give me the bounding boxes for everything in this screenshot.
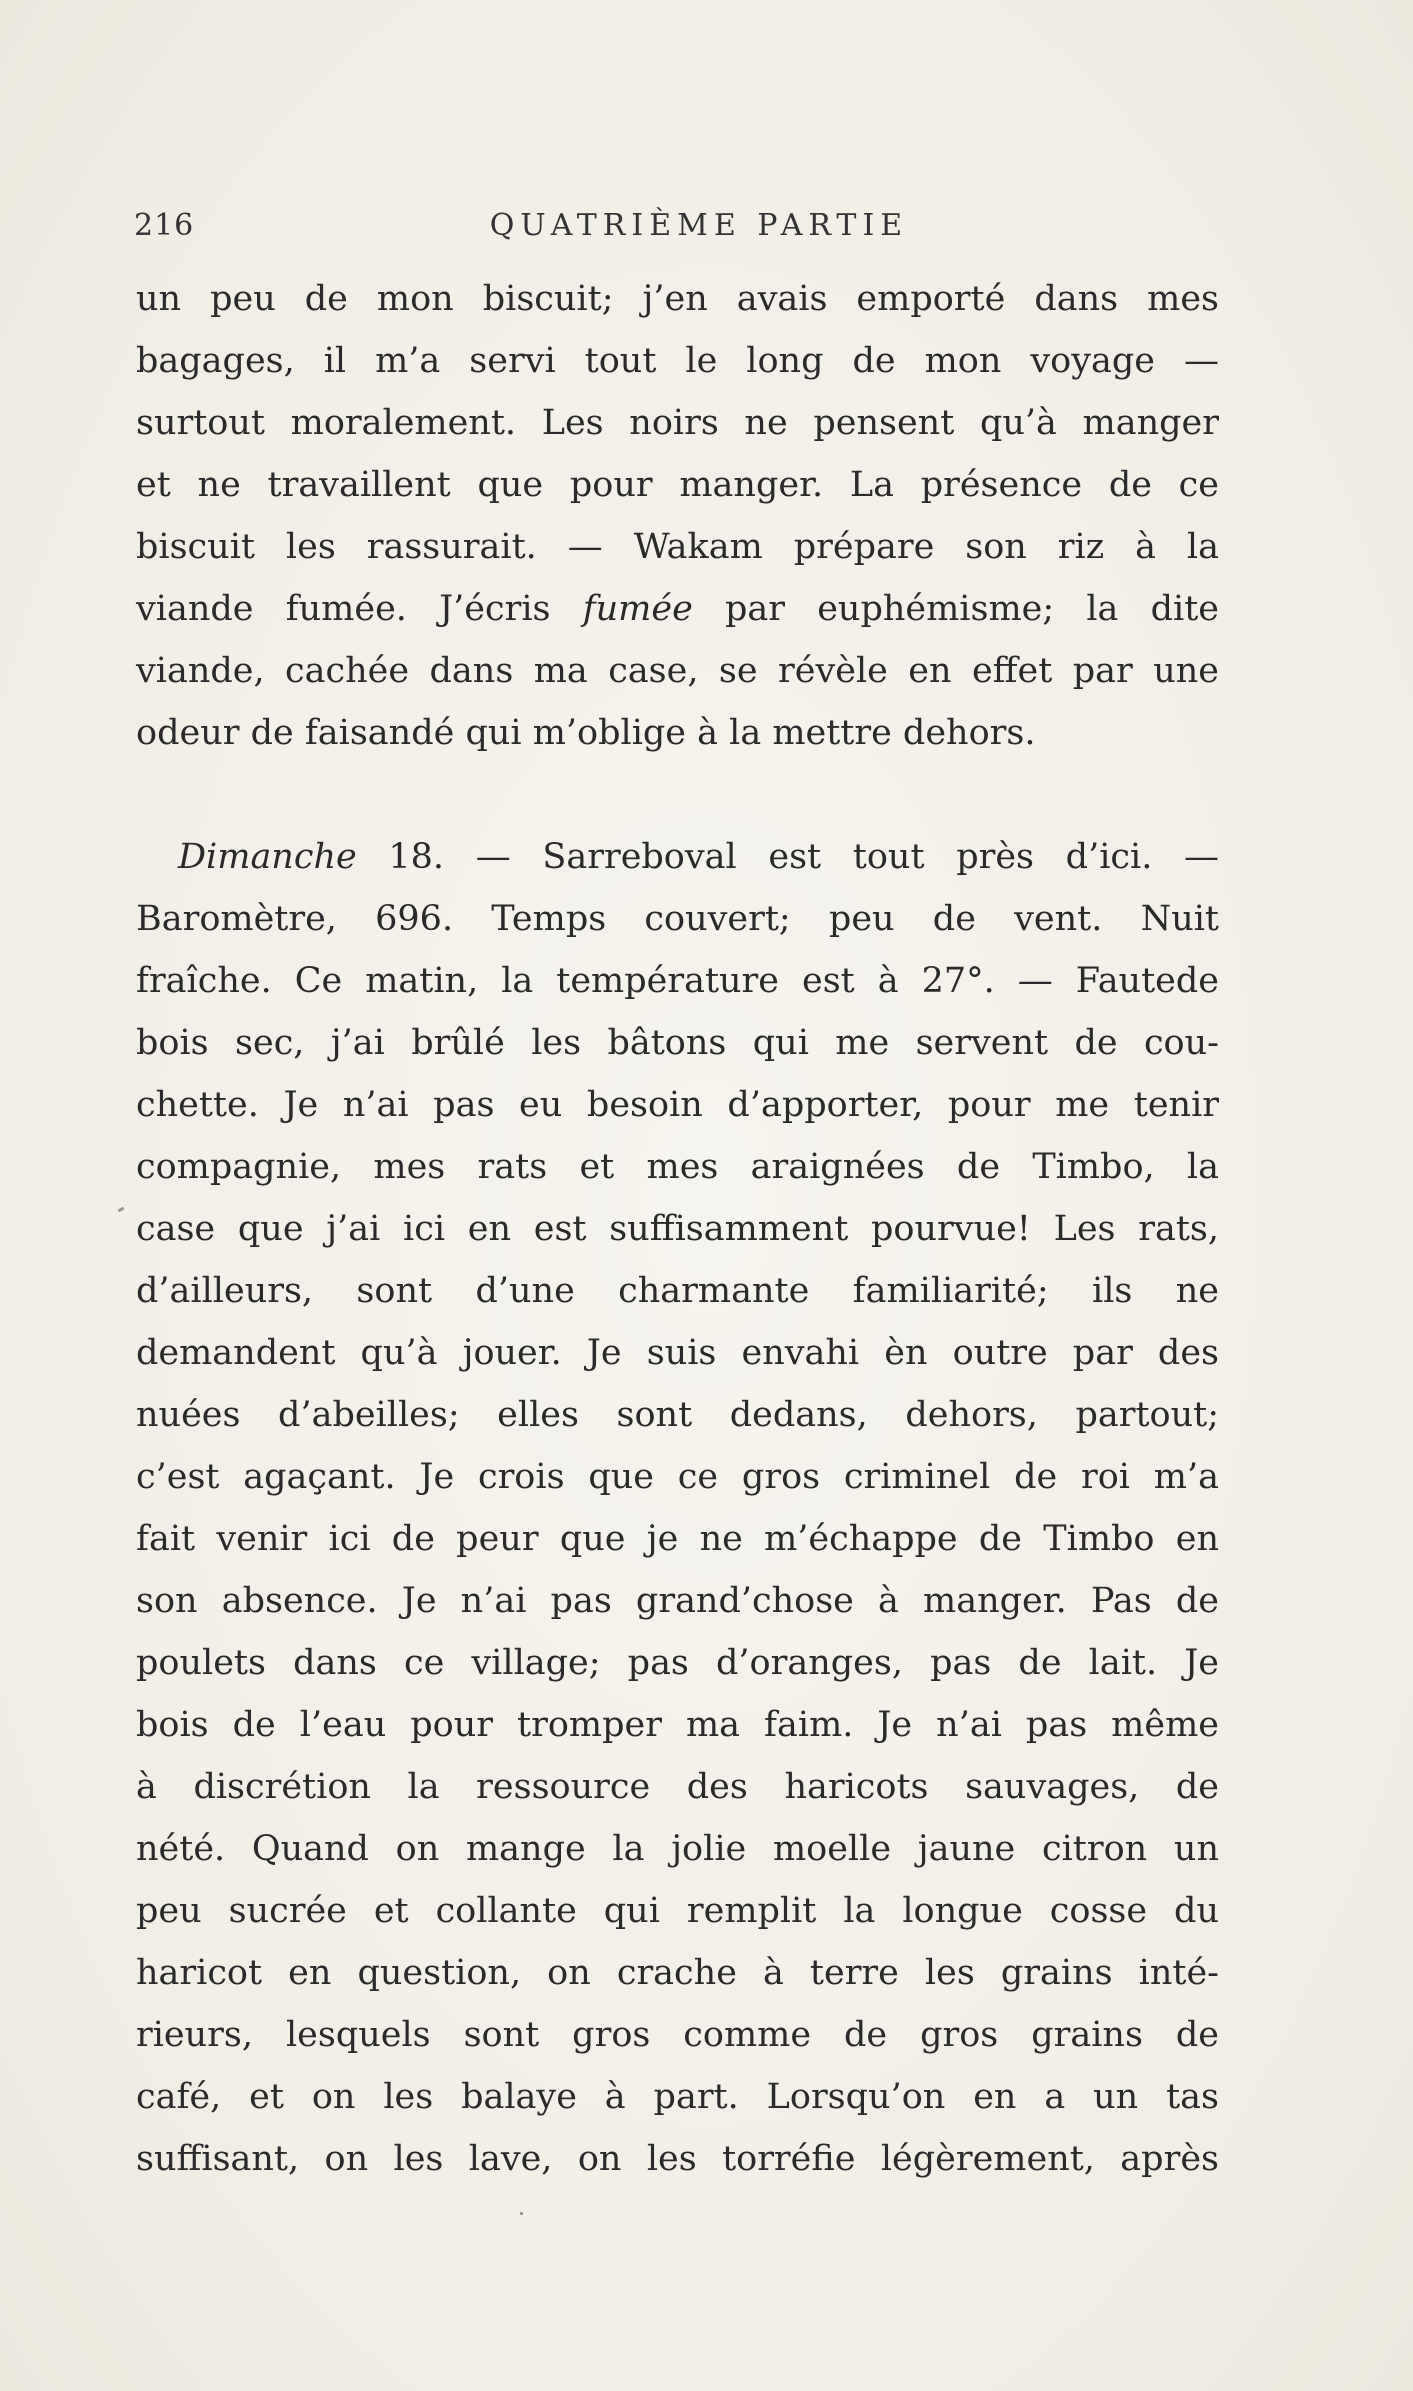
text-line: Baromètre, 696. Temps couvert; peu de vent. Nuit — [136, 899, 1219, 939]
text-line: viande, cachée dans ma case, se révèle en effet par une — [136, 651, 1219, 691]
page-number: 216 — [134, 208, 195, 243]
text-line — [136, 826, 1219, 888]
text-line: surtout moralement. Les noirs ne pensent qu’à manger — [136, 403, 1219, 443]
body-text — [136, 268, 1219, 2190]
text-line: un peu de mon biscuit; j’en avais emporté dans mes — [136, 279, 1219, 319]
text-line: suffisant, on les lave, on les torréfie légèrement, après — [136, 2139, 1219, 2179]
text-line: compagnie, mes rats et mes araignées de Timbo, la — [136, 1147, 1219, 1187]
text-line: bois de l’eau pour tromper ma faim. Je n’ai pas même — [136, 1705, 1219, 1745]
text-segment: 18. — Sarreboval est tout près d’ici. — — [356, 837, 1219, 877]
text-line: chette. Je n’ai pas eu besoin d’apporter, pour me tenir — [136, 1085, 1219, 1125]
paragraph-1 — [136, 268, 1219, 764]
text-segment: viande fumée. J’écris — [136, 589, 583, 629]
paragraph-2 — [136, 826, 1219, 2190]
text-segment: par euphémisme; la dite — [692, 589, 1219, 629]
stray-ink-mark — [118, 1207, 125, 1213]
text-line: biscuit les rassurait. — Wakam prépare son riz à la — [136, 527, 1219, 567]
text-line: rieurs, lesquels sont gros comme de gros grains de — [136, 2015, 1219, 2055]
page-header — [134, 208, 1224, 248]
text-line: odeur de faisandé qui m’oblige à la mettre dehors. — [136, 713, 1036, 753]
text-line: peu sucrée et collante qui remplit la longue cosse du — [136, 1891, 1219, 1931]
text-line — [136, 578, 1219, 640]
text-line: demandent qu’à jouer. Je suis envahi èn outre par des — [136, 1333, 1219, 1373]
text-line: à discrétion la ressource des haricots sauvages, de — [136, 1767, 1219, 1807]
text-line: poulets dans ce village; pas d’oranges, pas de lait. Je — [136, 1643, 1219, 1683]
text-line: bagages, il m’a servi tout le long de mon voyage — — [136, 341, 1219, 381]
text-line: haricot en question, on crache à terre les grains inté- — [136, 1953, 1219, 1993]
text-line: café, et on les balaye à part. Lorsqu’on en a un tas — [136, 2077, 1219, 2117]
text-line: et ne travaillent que pour manger. La présence de ce — [136, 465, 1219, 505]
text-line: case que j’ai ici en est suffisamment pourvue! Les rats, — [136, 1209, 1219, 1249]
text-line: d’ailleurs, sont d’une charmante familiarité; ils ne — [136, 1271, 1219, 1311]
text-line: nuées d’abeilles; elles sont dedans, dehors, partout; — [136, 1395, 1219, 1435]
text-line: c’est agaçant. Je crois que ce gros criminel de roi m’a — [136, 1457, 1219, 1497]
italic-word: fumée — [582, 589, 693, 629]
running-head: QUATRIÈME PARTIE — [489, 208, 909, 243]
stray-ink-dot — [520, 2212, 523, 2215]
text-line: nété. Quand on mange la jolie moelle jaune citron un — [136, 1829, 1219, 1869]
text-line: fraîche. Ce matin, la température est à 27°. — Fautede — [136, 961, 1219, 1001]
text-line: son absence. Je n’ai pas grand’chose à manger. Pas de — [136, 1581, 1219, 1621]
text-line: fait venir ici de peur que je ne m’échappe de Timbo en — [136, 1519, 1219, 1559]
italic-day: Dimanche — [178, 837, 357, 877]
text-line: bois sec, j’ai brûlé les bâtons qui me servent de cou- — [136, 1023, 1219, 1063]
